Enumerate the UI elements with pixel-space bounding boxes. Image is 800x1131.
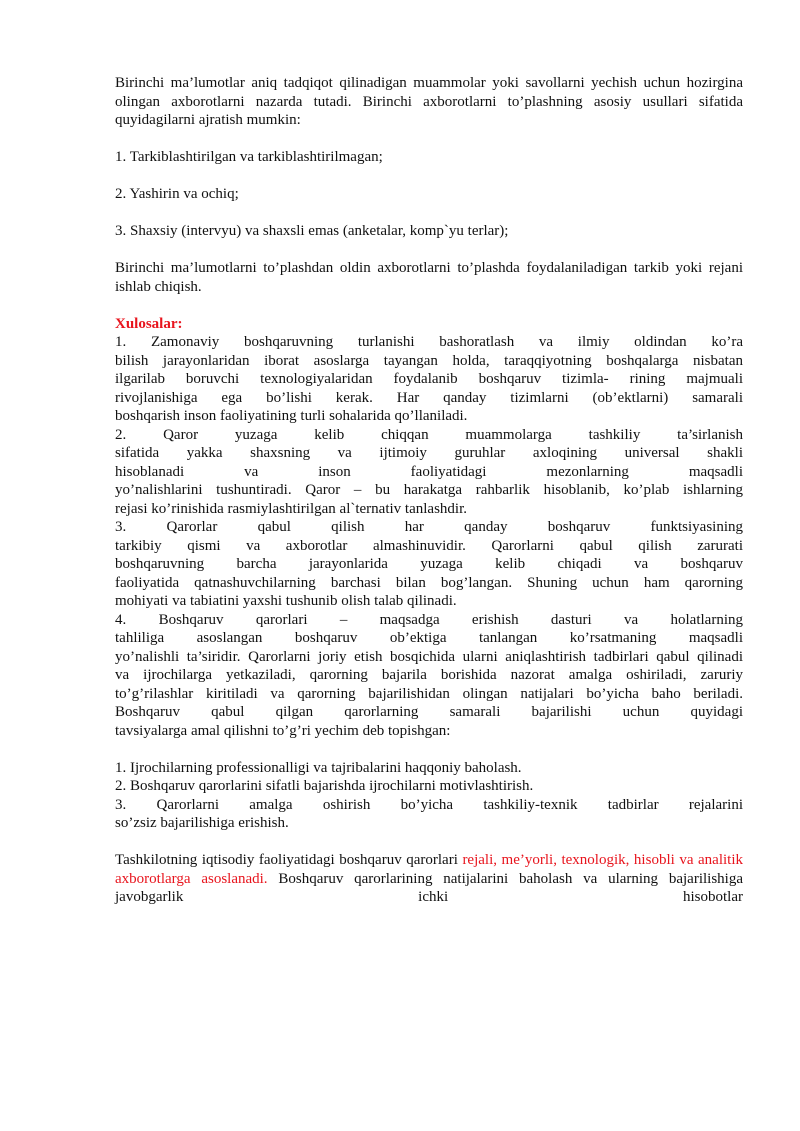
conclusion-4-line: 4. Boshqaruv qarorlari – maqsadga erishish dasturi va holatlarning [115, 611, 743, 628]
recommendations-block [115, 759, 743, 833]
conclusion-4-line: tavsiyalarga amal qilishni to’g’ri yechim deb topishgan: [115, 722, 451, 739]
conclusion-3-line: tarkibiy qismi va axborotlar almashinuvidir. Qarorlarni qabul qilish zarurati [115, 537, 743, 554]
conclusion-3-line: mohiyati va tabiatini yaxshi tushunib olish talab qilinadi. [115, 593, 457, 609]
final-text-highlight: rejali, me’yorli, texnologik, hisobli va analitik axborotlarga asoslanadi. [115, 852, 743, 887]
conclusion-4-line: yo’nalishli ta’siridir. Qarorlarni joriy etish bosqichida ularni aniqlashtirish tadbirlari qabul qilinadi [115, 648, 743, 665]
method-item-2: 2. Yashirin va ochiq; [115, 186, 239, 202]
conclusions-block [115, 333, 743, 740]
conclusion-2-line: yo’nalishlarini tushuntiradi. Qaror – bu harakatga rahbarlik hisoblanib, ko’plab ishlarning [115, 482, 743, 498]
conclusion-2-line: sifatida yakka shaxsning va ijtimoiy guruhlar axloqining universal shakli [115, 445, 743, 461]
intro-paragraph: Birinchi ma’lumotlar aniq tadqiqot qilinadigan muammolar yoki savollarni yechish uchun hozirgina olingan axborotlarni nazarda tutadi. Birinchi axborotlarni to’plashning asosiy usullari sifatida quyidagilarni ajratish mumkin: [115, 75, 743, 128]
conclusion-1-line: bilish jarayonlaridan iborat asoslarga tayangan holda, taraqqiyotning boshqalarga nisbatan [115, 352, 743, 369]
method-item-1: 1. Tarkiblashtirilgan va tarkiblashtirilmagan; [115, 149, 383, 165]
conclusion-3-line: 3. Qarorlar qabul qilish har qanday boshqaruv funktsiyasining [115, 519, 743, 535]
conclusion-4-line: tahliliga asoslangan boshqaruv ob’ektiga tanlangan ko’rsatmaning maqsadli [115, 630, 743, 646]
recommendation-3-line: 3. Qarorlarni amalga oshirish bo’yicha tashkiliy-texnik tadbirlar rejalarini [115, 796, 743, 813]
method-item-3: 3. Shaxsiy (intervyu) va shaxsli emas (anketalar, komp`yu terlar); [115, 223, 509, 239]
final-paragraph [115, 851, 743, 907]
final-text-part2: Boshqaruv qarorlarining natijalarini baholash va ularning bajarilishiga javobgarlik ichki hisobotlar [115, 870, 743, 905]
conclusion-4-line: va ijrochilarga yetkaziladi, qarorning bajarila borishida nazorat amalga oshiriladi, zaruriy [115, 667, 743, 683]
recommendation-2-line: 2. Boshqaruv qarorlarini sifatli bajarishda ijrochilarni motivlashtirish. [115, 778, 534, 794]
conclusion-4-line: to’g’rilashlar kiritiladi va qarorning bajarilishidan olingan natijalari bo’yicha baho beriladi. [115, 685, 743, 702]
conclusions-heading: Xulosalar: [115, 315, 183, 332]
conclusion-1-line: rivojlanishiga ega bo’lishi kerak. Har qanday tizimlarni (ob’ektlarni) samarali [115, 389, 743, 406]
final-text-part1: Tashkilotning iqtisodiy faoliyatidagi boshqaruv qarorlari [115, 852, 463, 868]
conclusion-3-line: boshqaruvning barcha jarayonlarida yuzaga kelib chiqadi va boshqaruv [115, 556, 743, 572]
recommendation-1-line: 1. Ijrochilarning professionalligi va tajribalarini haqqoniy baholash. [115, 759, 522, 776]
conclusion-4-line: Boshqaruv qabul qilgan qarorlarning samarali bajarilishi uchun quyidagi [115, 704, 743, 720]
recommendation-3-line: so’zsiz bajarilishiga erishish. [115, 815, 289, 831]
document-page [115, 74, 743, 907]
conclusion-2-line: hisoblanadi va inson faoliyatidagi mezonlarning maqsadli [115, 463, 743, 480]
conclusion-1-line: boshqarish inson faoliyatining turli sohalarida qo’llaniladi. [115, 408, 468, 424]
conclusion-3-line: faoliyatida qatnashuvchilarning barchasi bilan bog’langan. Shuning uchun ham qarorning [115, 574, 743, 591]
conclusion-1-line: 1. Zamonaviy boshqaruvning turlanishi bashoratlash va ilmiy oldindan ko’ra [115, 334, 743, 350]
conclusion-2-line: rejasi ko’rinishida rasmiylashtirilgan al`ternativ tanlashdir. [115, 500, 467, 517]
conclusion-1-line: ilgarilab boruvchi texnologiyalaridan foydalanib boshqaruv tizimla- rining majmuali [115, 371, 743, 387]
plan-paragraph: Birinchi ma’lumotlarni to’plashdan oldin axborotlarni to’plashda foydalaniladigan tarkib yoki rejani ishlab chiqish. [115, 260, 743, 295]
conclusion-2-line: 2. Qaror yuzaga kelib chiqqan muammolarga tashkiliy ta’sirlanish [115, 426, 743, 443]
